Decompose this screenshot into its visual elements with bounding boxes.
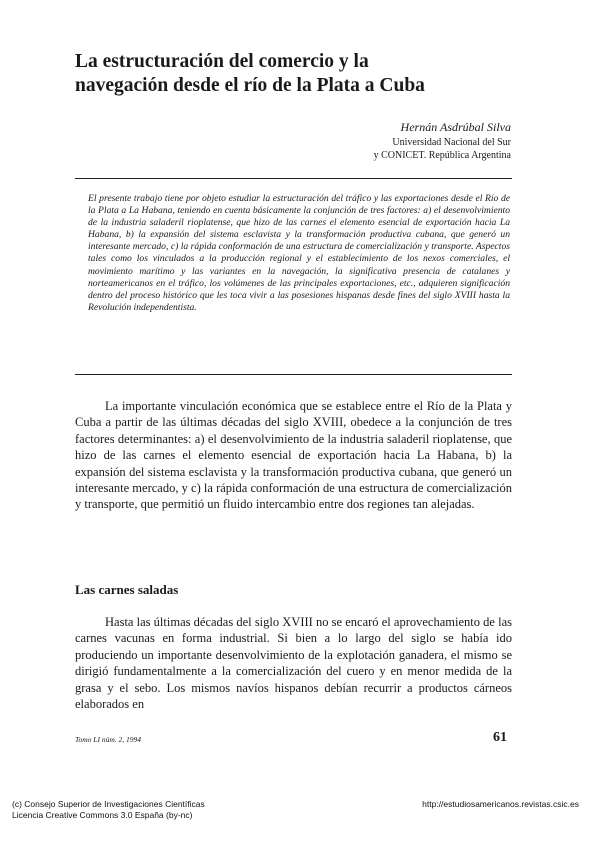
author-name: Hernán Asdrúbal Silva bbox=[400, 120, 511, 134]
license-line-1: (c) Consejo Superior de Investigaciones Científicas bbox=[12, 799, 205, 809]
journal-url[interactable]: http://estudiosamericanos.revistas.csic.es bbox=[422, 799, 579, 809]
intro-paragraph: La importante vinculación económica que se establece entre el Río de la Plata y Cuba a partir de las últimas décadas del siglo XVIII, obedece a la conjunción de tres factores determinantes: a) el desenvolvimiento de la industria saladeril rioplatense, que hizo de las carnes el elemento esencial de exportación hacia La Habana, b) la expansión del sistema esclavista y la transformación productiva cubana, que generó un interesante mercado, y c) la rápida conformación de una estructura de comercialización y transporte, que permitió un fluido intercambio entre dos regiones tan alejadas. bbox=[75, 399, 512, 512]
title-line-2: navegación desde el río de la Plata a Cuba bbox=[75, 75, 425, 96]
author-block bbox=[374, 120, 511, 162]
section-heading: Las carnes saladas bbox=[75, 582, 179, 597]
abstract-top-rule bbox=[75, 178, 512, 179]
author-affiliation-line-1: Universidad Nacional del Sur bbox=[392, 137, 511, 148]
author-affiliation-line-2: y CONICET. República Argentina bbox=[373, 150, 511, 161]
abstract: El presente trabajo tiene por objeto estudiar la estructuración del tráfico y las exportaciones desde el Río de la Plata a La Habana, teniendo en cuenta básicamente la conjunción de tres factores: a) el desenvolvimiento de la industria saladeril rioplatense, que hizo de las carnes el elemento esencial de exportación hacia La Habana, b) la expansión del sistema esclavista y la transformación productiva cubana, que generó un interesante mercado, c) la rápida conformación de una estructura de comercialización y transporte. Aspectos tales como los vinculados a la producción regional y el establecimiento de los nexos comerciales, el movimiento marítimo y las variantes en la navegación, la significativa presencia de catalanes y norteamericanos en el tráfico, los volúmenes de las principales exportaciones, etc., adquieren significación dentro del proceso histórico que les toca vivir a las posesiones hispanas desde fines del siglo XVIII hasta la Revolución independentista. bbox=[88, 193, 510, 313]
page-number: 61 bbox=[493, 730, 507, 745]
license-notice bbox=[12, 799, 205, 821]
section-paragraph: Hasta las últimas décadas del siglo XVIII no se encaró el aprovechamiento de las carnes vacunas en forma industrial. Si bien a lo largo del siglo se había ido produciendo un importante desenvolvimiento de la explotación ganadera, el mismo se dirigió fundamentalmente a la comercialización del cuero y en menor medida de la grasa y el sebo. Los mismos navíos hispanos debían recurrir a productos cárneos elaborados en bbox=[75, 615, 512, 712]
abstract-bottom-rule bbox=[75, 374, 512, 375]
title-line-1: La estructuración del comercio y la bbox=[75, 51, 369, 72]
article-title bbox=[75, 50, 515, 98]
journal-volume: Tomo LI núm. 2, 1994 bbox=[75, 735, 141, 744]
license-line-2: Licencia Creative Commons 3.0 España (by-nc) bbox=[12, 810, 193, 820]
